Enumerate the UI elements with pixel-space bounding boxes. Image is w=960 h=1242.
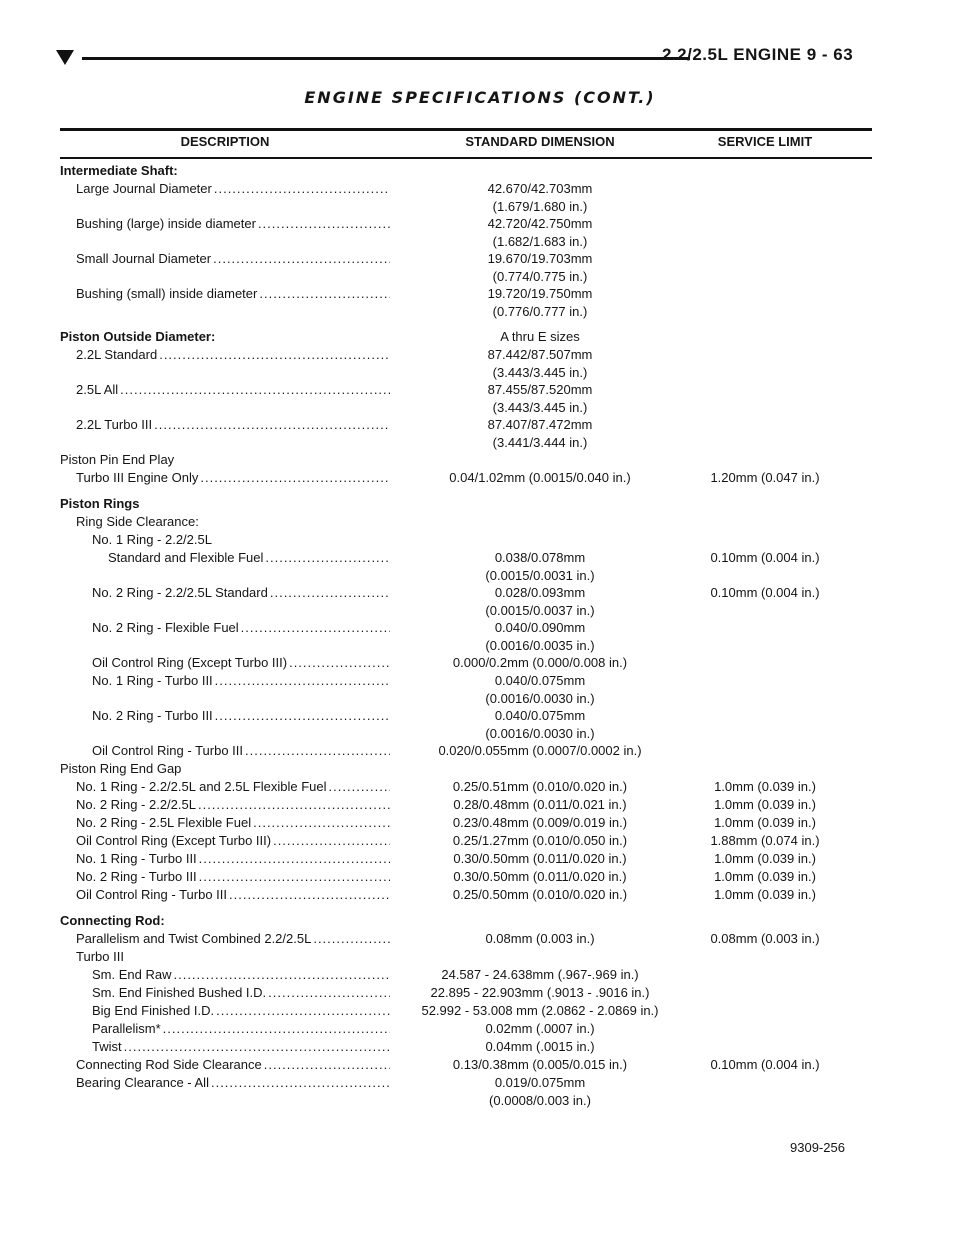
- standard-dimension-cell: [400, 180, 680, 215]
- standard-dimension-cell: [400, 930, 680, 948]
- standard-dimension-line: 87.407/87.472mm: [487, 417, 593, 432]
- dot-leader: [214, 180, 390, 198]
- standard-dimension-line: (0.774/0.775 in.): [492, 268, 588, 284]
- description-text: No. 2 Ring - 2.5L Flexible Fuel: [76, 815, 252, 830]
- row-description: [60, 180, 390, 198]
- table-row: [0, 850, 960, 868]
- row-description: [60, 742, 390, 760]
- standard-dimension-cell: [400, 672, 680, 707]
- description-text: Large Journal Diameter: [76, 181, 212, 196]
- table-row: [0, 886, 960, 904]
- standard-dimension-cell: [400, 1038, 680, 1056]
- dot-leader: [273, 832, 390, 850]
- description-text: 2.2L Turbo III: [76, 417, 153, 432]
- standard-dimension-line: (3.443/3.445 in.): [492, 399, 588, 415]
- description-text: Connecting Rod:: [60, 913, 165, 928]
- standard-dimension-line: 24.587 - 24.638mm (.967-.969 in.): [441, 967, 639, 982]
- standard-dimension-line: 19.720/19.750mm: [487, 286, 593, 301]
- standard-dimension-line: 0.30/0.50mm (0.011/0.020 in.): [453, 869, 627, 884]
- row-description: [60, 966, 390, 984]
- row-description: [60, 1002, 390, 1020]
- description-text: Oil Control Ring - Turbo III: [76, 887, 227, 902]
- row-description: [60, 513, 390, 531]
- description-text: Intermediate Shaft:: [60, 163, 178, 178]
- table-row: [0, 549, 960, 584]
- table-row: [0, 346, 960, 381]
- standard-dimension-line: 0.13/0.38mm (0.005/0.015 in.): [452, 1057, 628, 1072]
- table-row: [0, 451, 960, 469]
- row-description: [60, 1020, 390, 1038]
- standard-dimension-line: 0.020/0.055mm (0.0007/0.0002 in.): [438, 743, 642, 758]
- description-text: Piston Pin End Play: [60, 452, 175, 467]
- description-text: Bushing (large) inside diameter: [76, 216, 256, 231]
- table-row: [0, 285, 960, 320]
- table-row: [0, 1020, 960, 1038]
- description-text: No. 1 Ring - 2.2/2.5L and 2.5L Flexible Fuel: [76, 779, 327, 794]
- standard-dimension-line: (0.0016/0.0035 in.): [485, 637, 595, 653]
- service-limit-cell: 0.10mm (0.004 in.): [710, 550, 820, 565]
- description-text: Oil Control Ring (Except Turbo III): [92, 655, 288, 670]
- standard-dimension-cell: [400, 381, 680, 416]
- standard-dimension-cell: [400, 707, 680, 742]
- table-row: [0, 584, 960, 619]
- row-description: [60, 1056, 390, 1074]
- row-description: [60, 215, 390, 233]
- dot-leader: [124, 1038, 390, 1056]
- standard-dimension-line: 0.019/0.075mm: [494, 1075, 586, 1090]
- row-description: [60, 531, 390, 549]
- dot-leader: [199, 850, 390, 868]
- table-row: [0, 250, 960, 285]
- standard-dimension-cell: [400, 654, 680, 672]
- table-row: [0, 513, 960, 531]
- table-row: [0, 814, 960, 832]
- standard-dimension-cell: [400, 1002, 680, 1020]
- table-row: [0, 654, 960, 672]
- table-row: [0, 531, 960, 549]
- service-limit-cell: 0.10mm (0.004 in.): [710, 1057, 820, 1072]
- running-head: 2.2/2.5L ENGINE 9 - 63: [662, 45, 854, 64]
- dot-leader: [229, 886, 390, 904]
- table-row: [0, 1038, 960, 1056]
- description-text: No. 1 Ring - Turbo III: [92, 673, 213, 688]
- standard-dimension-line: 0.038/0.078mm: [494, 550, 586, 565]
- column-header-service-limit: SERVICE LIMIT: [717, 134, 813, 149]
- row-description: [60, 948, 390, 966]
- standard-dimension-line: 0.040/0.090mm: [494, 620, 586, 635]
- dot-leader: [264, 1056, 390, 1074]
- description-text: Oil Control Ring (Except Turbo III): [76, 833, 272, 848]
- standard-dimension-cell: [400, 215, 680, 250]
- header-rule: [82, 57, 690, 60]
- row-description: [60, 346, 390, 364]
- description-text: Bearing Clearance - All: [76, 1075, 209, 1090]
- standard-dimension-line: A thru E sizes: [500, 329, 580, 344]
- standard-dimension-cell: [400, 416, 680, 451]
- description-text: No. 2 Ring - Turbo III: [92, 708, 213, 723]
- row-description: [60, 868, 390, 886]
- table-top-rule: [60, 128, 872, 131]
- service-limit-cell: 1.20mm (0.047 in.): [710, 470, 820, 485]
- standard-dimension-line: 0.028/0.093mm: [494, 585, 586, 600]
- row-description: [60, 416, 390, 434]
- description-text: Connecting Rod Side Clearance: [76, 1057, 262, 1072]
- row-description: [60, 1038, 390, 1056]
- table-row: [0, 966, 960, 984]
- standard-dimension-line: 87.455/87.520mm: [487, 382, 593, 397]
- description-text: Sm. End Finished Bushed I.D.: [92, 985, 267, 1000]
- standard-dimension-line: 0.08mm (0.003 in.): [485, 931, 595, 946]
- standard-dimension-line: 0.23/0.48mm (0.009/0.019 in.): [452, 815, 628, 830]
- standard-dimension-line: (0.0015/0.0031 in.): [485, 567, 595, 583]
- row-description: [60, 549, 390, 567]
- dot-leader: [199, 868, 390, 886]
- row-description: [60, 584, 390, 602]
- service-limit-cell: 0.08mm (0.003 in.): [710, 931, 820, 946]
- standard-dimension-cell: [400, 966, 680, 984]
- standard-dimension-line: 0.25/1.27mm (0.010/0.050 in.): [452, 833, 628, 848]
- row-description: [60, 162, 390, 180]
- standard-dimension-line: 0.28/0.48mm (0.011/0.021 in.): [453, 797, 627, 812]
- dot-leader: [200, 469, 390, 487]
- row-description: [60, 930, 390, 948]
- table-row: [0, 778, 960, 796]
- description-text: Twist: [92, 1039, 122, 1054]
- standard-dimension-cell: [400, 984, 680, 1002]
- description-text: No. 2 Ring - Flexible Fuel: [92, 620, 239, 635]
- description-text: No. 2 Ring - 2.2/2.5L: [76, 797, 196, 812]
- standard-dimension-line: (1.682/1.683 in.): [492, 233, 588, 249]
- dot-leader: [289, 654, 390, 672]
- description-text: 2.2L Standard: [76, 347, 158, 362]
- row-description: [60, 451, 390, 469]
- row-description: [60, 796, 390, 814]
- row-description: [60, 912, 390, 930]
- table-row: [0, 984, 960, 1002]
- dot-leader: [154, 416, 390, 434]
- table-header-rule: [60, 157, 872, 159]
- description-text: Bushing (small) inside diameter: [76, 286, 258, 301]
- standard-dimension-cell: [400, 1020, 680, 1038]
- table-row: [0, 416, 960, 451]
- table-row: [0, 930, 960, 948]
- standard-dimension-line: 22.895 - 22.903mm (.9013 - .9016 in.): [430, 985, 650, 1000]
- standard-dimension-line: 0.04/1.02mm (0.0015/0.040 in.): [449, 470, 631, 485]
- dot-leader: [198, 796, 390, 814]
- row-description: [60, 984, 390, 1002]
- row-description: [60, 832, 390, 850]
- standard-dimension-cell: [400, 346, 680, 381]
- dot-leader: [313, 930, 390, 948]
- table-row: [0, 742, 960, 760]
- triangle-marker-icon: [56, 50, 74, 65]
- standard-dimension-line: 0.02mm (.0007 in.): [485, 1021, 595, 1036]
- standard-dimension-line: 0.040/0.075mm: [494, 708, 586, 723]
- table-row: [0, 912, 960, 930]
- dot-leader: [268, 984, 390, 1002]
- standard-dimension-line: 42.670/42.703mm: [487, 181, 593, 196]
- dot-leader: [258, 215, 390, 233]
- row-description: [60, 778, 390, 796]
- standard-dimension-cell: [400, 832, 680, 850]
- standard-dimension-cell: [400, 469, 680, 487]
- table-row: [0, 469, 960, 487]
- row-description: [60, 886, 390, 904]
- standard-dimension-line: (0.0016/0.0030 in.): [485, 690, 595, 706]
- standard-dimension-cell: [400, 742, 680, 760]
- description-text: Piston Ring End Gap: [60, 761, 182, 776]
- dot-leader: [216, 1002, 390, 1020]
- standard-dimension-line: 0.25/0.51mm (0.010/0.020 in.): [452, 779, 628, 794]
- dot-leader: [120, 381, 390, 399]
- row-description: [60, 469, 390, 487]
- dot-leader: [270, 584, 390, 602]
- row-description: [60, 654, 390, 672]
- dot-leader: [253, 814, 390, 832]
- service-limit-cell: 1.0mm (0.039 in.): [714, 887, 816, 902]
- dot-leader: [215, 672, 390, 690]
- service-limit-cell: 1.0mm (0.039 in.): [714, 779, 816, 794]
- standard-dimension-cell: [400, 584, 680, 619]
- description-text: Big End Finished I.D.: [92, 1003, 215, 1018]
- standard-dimension-line: 0.000/0.2mm (0.000/0.008 in.): [452, 655, 628, 670]
- column-header-standard-dimension: STANDARD DIMENSION: [465, 134, 615, 149]
- standard-dimension-cell: [400, 850, 680, 868]
- standard-dimension-cell: [400, 814, 680, 832]
- standard-dimension-cell: [400, 1074, 680, 1109]
- standard-dimension-line: 0.040/0.075mm: [494, 673, 586, 688]
- description-text: Piston Outside Diameter:: [60, 329, 216, 344]
- standard-dimension-line: (0.0015/0.0037 in.): [485, 602, 595, 618]
- standard-dimension-line: (3.443/3.445 in.): [492, 364, 588, 380]
- dot-leader: [211, 1074, 390, 1092]
- standard-dimension-line: 19.670/19.703mm: [487, 251, 593, 266]
- standard-dimension-cell: [400, 328, 680, 346]
- row-description: [60, 850, 390, 868]
- table-row: [0, 948, 960, 966]
- spec-table: [0, 162, 960, 1109]
- standard-dimension-line: 0.04mm (.0015 in.): [485, 1039, 595, 1054]
- service-limit-cell: 1.0mm (0.039 in.): [714, 797, 816, 812]
- dot-leader: [173, 966, 390, 984]
- description-text: No. 2 Ring - 2.2/2.5L Standard: [92, 585, 268, 600]
- table-row: [0, 832, 960, 850]
- row-description: [60, 760, 390, 778]
- table-row: [0, 1056, 960, 1074]
- figure-id: 9309-256: [790, 1140, 845, 1155]
- service-limit-cell: 0.10mm (0.004 in.): [710, 585, 820, 600]
- standard-dimension-cell: [400, 778, 680, 796]
- table-row: [0, 328, 960, 346]
- row-description: [60, 1074, 390, 1092]
- row-description: [60, 285, 390, 303]
- standard-dimension-cell: [400, 619, 680, 654]
- standard-dimension-cell: [400, 868, 680, 886]
- row-description: [60, 672, 390, 690]
- table-row: [0, 1074, 960, 1109]
- dot-leader: [159, 346, 390, 364]
- standard-dimension-line: (0.0008/0.003 in.): [489, 1092, 591, 1108]
- table-row: [0, 215, 960, 250]
- row-description: [60, 707, 390, 725]
- standard-dimension-line: (0.0016/0.0030 in.): [485, 725, 595, 741]
- row-description: [60, 328, 390, 346]
- standard-dimension-cell: [400, 886, 680, 904]
- standard-dimension-cell: [400, 549, 680, 584]
- row-description: [60, 619, 390, 637]
- table-row: [0, 495, 960, 513]
- table-row: [0, 868, 960, 886]
- dot-leader: [245, 742, 390, 760]
- table-row: [0, 180, 960, 215]
- standard-dimension-line: (3.441/3.444 in.): [492, 434, 588, 450]
- description-text: Oil Control Ring - Turbo III: [92, 743, 243, 758]
- row-description: [60, 495, 390, 513]
- description-text: Turbo III Engine Only: [76, 470, 199, 485]
- dot-leader: [241, 619, 390, 637]
- table-row: [0, 672, 960, 707]
- standard-dimension-cell: [400, 250, 680, 285]
- description-text: Ring Side Clearance:: [76, 514, 199, 529]
- standard-dimension-line: 0.30/0.50mm (0.011/0.020 in.): [453, 851, 627, 866]
- description-text: 2.5L All: [76, 382, 119, 397]
- dot-leader: [215, 707, 390, 725]
- description-text: Sm. End Raw: [92, 967, 172, 982]
- row-description: [60, 814, 390, 832]
- table-row: [0, 1002, 960, 1020]
- service-limit-cell: 1.0mm (0.039 in.): [714, 869, 816, 884]
- standard-dimension-line: 0.25/0.50mm (0.010/0.020 in.): [452, 887, 628, 902]
- standard-dimension-cell: [400, 796, 680, 814]
- description-text: No. 1 Ring - Turbo III: [76, 851, 197, 866]
- page-title: ENGINE SPECIFICATIONS (CONT.): [304, 88, 656, 107]
- description-text: Parallelism and Twist Combined 2.2/2.5L: [76, 931, 312, 946]
- dot-leader: [213, 250, 390, 268]
- table-row: [0, 619, 960, 654]
- dot-leader: [259, 285, 390, 303]
- description-text: Parallelism*: [92, 1021, 161, 1036]
- table-row: [0, 162, 960, 180]
- standard-dimension-line: (0.776/0.777 in.): [492, 303, 588, 319]
- dot-leader: [265, 549, 390, 567]
- description-text: No. 1 Ring - 2.2/2.5L: [92, 532, 212, 547]
- standard-dimension-line: 87.442/87.507mm: [487, 347, 593, 362]
- service-limit-cell: 1.0mm (0.039 in.): [714, 815, 816, 830]
- dot-leader: [329, 778, 390, 796]
- standard-dimension-line: (1.679/1.680 in.): [492, 198, 588, 214]
- description-text: Small Journal Diameter: [76, 251, 212, 266]
- standard-dimension-cell: [400, 285, 680, 320]
- column-header-description: DESCRIPTION: [180, 134, 270, 149]
- service-limit-cell: 1.88mm (0.074 in.): [710, 833, 820, 848]
- table-row: [0, 381, 960, 416]
- description-text: Standard and Flexible Fuel: [108, 550, 264, 565]
- description-text: No. 2 Ring - Turbo III: [76, 869, 197, 884]
- description-text: Piston Rings: [60, 496, 140, 511]
- page-header: [48, 40, 878, 76]
- table-row: [0, 707, 960, 742]
- dot-leader: [163, 1020, 390, 1038]
- row-description: [60, 250, 390, 268]
- table-row: [0, 796, 960, 814]
- service-limit-cell: 1.0mm (0.039 in.): [714, 851, 816, 866]
- standard-dimension-line: 52.992 - 53.008 mm (2.0862 - 2.0869 in.): [421, 1003, 659, 1018]
- description-text: Turbo III: [76, 949, 124, 964]
- standard-dimension-cell: [400, 1056, 680, 1074]
- table-row: [0, 760, 960, 778]
- row-description: [60, 381, 390, 399]
- standard-dimension-line: 42.720/42.750mm: [487, 216, 593, 231]
